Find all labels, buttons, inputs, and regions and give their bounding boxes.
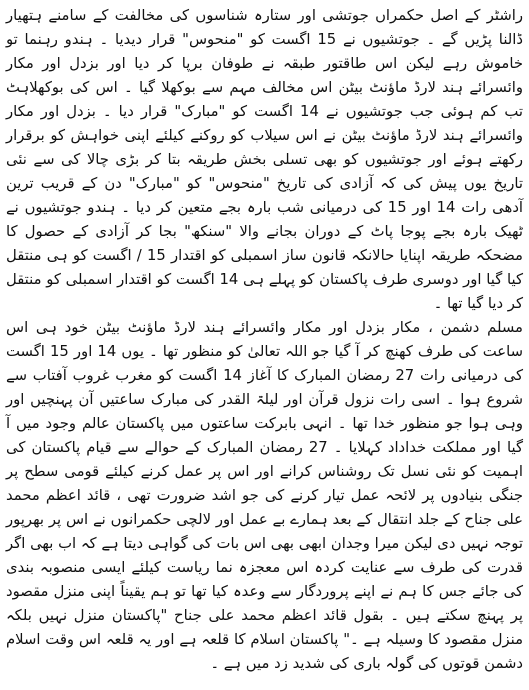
article-paragraph-2: مسلم دشمن ، مکار بزدل اور مکار وائسرائے ہند لارڈ ماؤنٹ بیٹن خود ہی اس ساعت کی طرف کھنچ کر آ گیا جو اللہ تعالیٰ کو منظور تھا ۔ یوں 14 اور 15 اگست کی درمیانی رات 27 رمضان المبارک کا آغاز 14 اگست کو مغرب غروب آفتاب سے شروع ہوا ۔ اسی رات نزول قرآن اور لیلۃ القدر کی مبارک ساعتیں آن پہنچیں اور وہی ہوا جو منظور خدا تھا ۔ انہی بابرکت ساعتوں میں پاکستان عالم وجود میں آ گیا اور مملکت خداداد کہلایا ۔ 27 رمضان المبارک کے حوالے سے قیام پاکستان کی اہمیت کو نئی نسل تک روشناس کرانے اور اس پر عمل کرنے کیلئے قومی سطح پر جنگی بنیادوں پر لائحہ عمل تیار کرنے کی جو اشد ضرورت تھی ، قائد اعظم محمد علی جناح کے جلد انتقال کے بعد ہمارے بے عمل اور لالچی حکمرانوں نے اس پر بھرپور توجہ نہیں دی لیکن میرا وجدان ابھی بھی اس بات کی گواہی دیتا ہے کہ اب بھی اگر قدرت کی طرف سے عنایت کردہ اس معجزہ نما ریاست کیلئے ایسی منصوبہ بندی کی جائے جس کا ہم نے اپنے پروردگار سے وعدہ کیا تھا تو ہم یقیناً اپنی منزل مقصود پر پہنچ سکتے ہیں ۔ بقول قائد اعظم محمد علی جناح "پاکستان منزل نہیں بلکہ منزل مقصود کا وسیلہ ہے ۔" پاکستان اسلام کا قلعہ ہے اور یہ قلعہ اس وقت اسلام دشمن قوتوں کی گولہ باری کی شدید زد میں ہے ۔ [6, 319, 524, 672]
article-paragraph-1: راشٹر کے اصل حکمراں جوتشی اور ستارہ شناسوں کی مخالفت کے سامنے ہتھیار ڈالنا پڑیں گے ۔ جوتشیوں نے 15 اگست کو "منحوس" قرار دیدیا ۔ ہندو رہنما تو خاموش رہے لیکن اس طاقتور طبقہ نے طوفان برپا کر دیا اور بزدل اور مکار وائسرائے ہند لارڈ ماؤنٹ بیٹن اس مخالف مہم سے بوکھلا گیا ۔ اس کی بوکھلاہٹ تب کم ہوئی جب جوتشیوں نے 14 اگست کو "مبارک" قرار دیا ۔ بزدل اور مکار وائسرائے ہند لارڈ ماؤنٹ بیٹن نے اس سیلاب کو روکنے کیلئے اپنی خواہش کو برقرار رکھتے ہوئے اور جوتشیوں کو بھی تسلی بخش طریقہ بتا کر بڑی چالا کی سے نئی تاریخ یوں پیش کی کہ آزادی کی تاریخ "منحوس" کو "مبارک" دن کے قریب ترین آدھی رات 14 اور 15 کی درمیانی شب بارہ بجے متعین کر دیا ۔ ہندو جوتشیوں نے ٹھیک بارہ بجے پوجا پاٹ کے دوران بجانے والا "سنکھ" بجا کر آزادی کے حصول کا مضحکہ طریقہ اپنایا حالانکہ قانون ساز اسمبلی کو اقتدار 15 / اگست کو ہی منتقل کیا گیا اور دوسری طرف پاکستان کو پہلے ہی 14 اگست کو اقتدار اسمبلی کو منتقل کر دیا گیا تھا ۔ [5, 7, 524, 312]
